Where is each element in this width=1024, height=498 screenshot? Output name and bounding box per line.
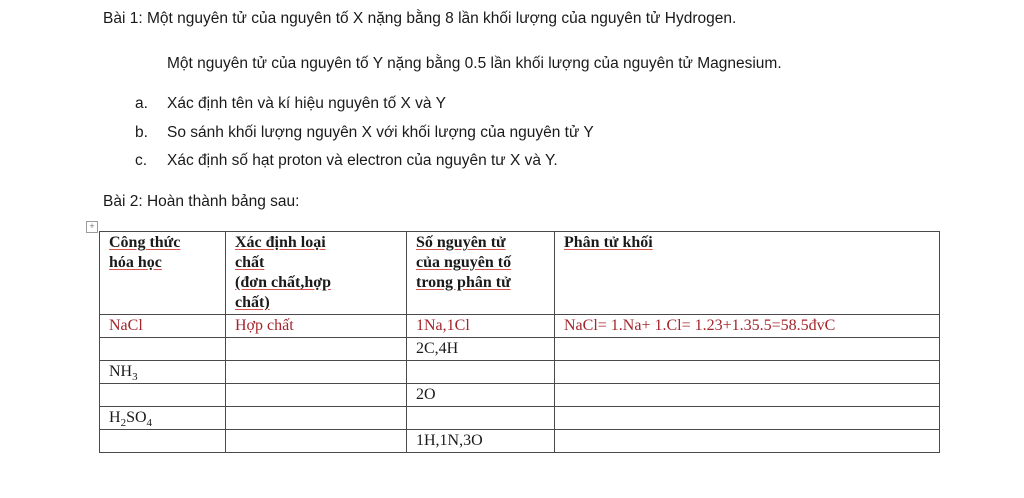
cell-formula[interactable] (100, 338, 226, 361)
cell-atoms[interactable]: 2C,4H (407, 338, 555, 361)
bai1-item-a: Xác định tên và kí hiệu nguyên tố X và Y (167, 95, 446, 112)
compound-table (99, 231, 940, 453)
cell-formula[interactable]: $H_2SO_4$ (100, 407, 226, 430)
bai1-line1: Bài 1: Một nguyên tử của nguyên tố X nặng bằng 8 lần khối lượng của nguyên tử Hydrogen. (103, 10, 737, 27)
cell-type[interactable] (226, 384, 407, 407)
cell-type[interactable] (226, 430, 407, 453)
table-row (100, 407, 940, 430)
cell-formula[interactable] (100, 430, 226, 453)
cell-atoms[interactable]: 1Na,1Cl (407, 315, 555, 338)
cell-mass[interactable] (555, 338, 940, 361)
table-row (100, 361, 940, 384)
bai2-heading: Bài 2: Hoàn thành bảng sau: (103, 193, 300, 210)
cell-atoms[interactable]: 1H,1N,3O (407, 430, 555, 453)
cell-type[interactable] (226, 338, 407, 361)
header-formula: Công thức hóa học (100, 232, 226, 315)
cell-type[interactable] (226, 407, 407, 430)
cell-mass[interactable] (555, 384, 940, 407)
table-header-row (100, 232, 940, 315)
table-row (100, 315, 940, 338)
cell-atoms[interactable]: 2O (407, 384, 555, 407)
bai1-item-c: Xác định số hạt proton và electron của nguyên tư X và Y. (167, 152, 558, 169)
cell-formula[interactable]: NaCl (100, 315, 226, 338)
cell-mass[interactable] (555, 407, 940, 430)
cell-atoms[interactable] (407, 407, 555, 430)
header-atom-count: Số nguyên tử của nguyên tố trong phân tử (407, 232, 555, 315)
cell-type[interactable] (226, 361, 407, 384)
cell-mass[interactable] (555, 361, 940, 384)
bai1-item-b: So sánh khối lượng nguyên X với khối lượng của nguyên tử Y (167, 124, 594, 141)
cell-formula[interactable] (100, 384, 226, 407)
bai1-item-b-marker: b. (135, 124, 148, 141)
cell-formula[interactable]: $NH_3$ (100, 361, 226, 384)
bai1-item-a-marker: a. (135, 95, 148, 112)
header-substance-type: Xác định loại chất (đơn chất,hợp chất) (226, 232, 407, 315)
table-row (100, 384, 940, 407)
table-row (100, 338, 940, 361)
bai1-item-c-marker: c. (135, 152, 148, 169)
cell-mass[interactable]: NaCl= 1.Na+ 1.Cl= 1.23+1.35.5=58.5đvC (555, 315, 940, 338)
cell-type[interactable]: Hợp chất (226, 315, 407, 338)
cell-atoms[interactable] (407, 361, 555, 384)
table-move-handle-icon[interactable]: + (86, 221, 98, 233)
table-row (100, 430, 940, 453)
bai1-line2: Một nguyên tử của nguyên tố Y nặng bằng 0.5 lần khối lượng của nguyên tử Magnesium. (167, 55, 782, 72)
cell-mass[interactable] (555, 430, 940, 453)
header-molecular-mass: Phân tử khối (555, 232, 940, 315)
